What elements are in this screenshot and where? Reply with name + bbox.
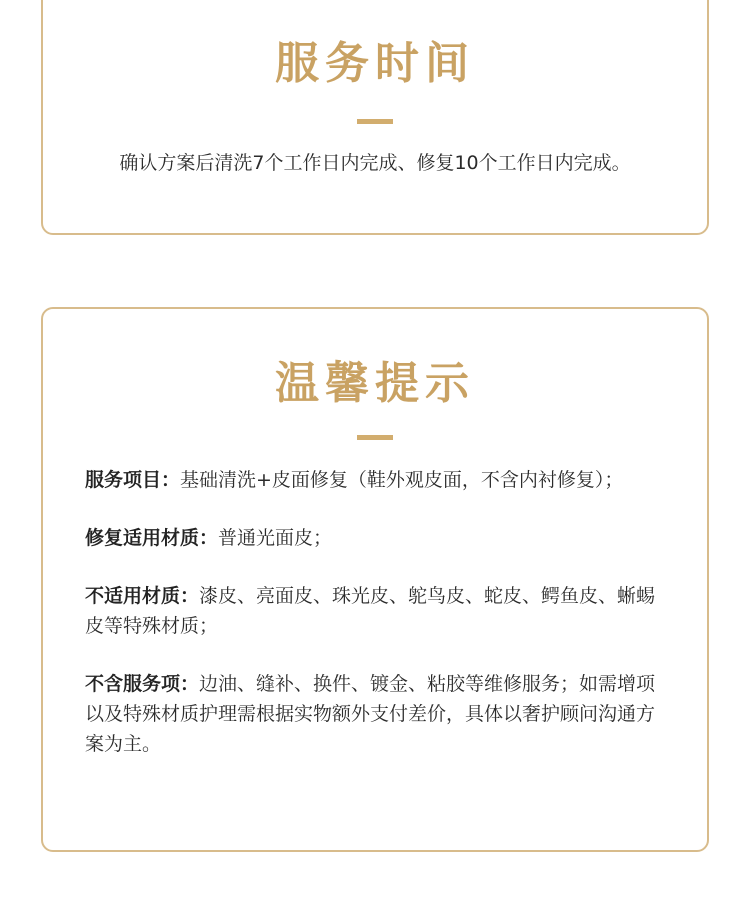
tip-label: 不适用材质： [85, 585, 200, 607]
service-time-card [41, 0, 709, 235]
tips-title: 温馨提示 [275, 358, 475, 409]
tip-text: 边油、缝补、换件、镀金、粘胶等维修服务；如需增项以及特殊材质护理需根据实物额外支付差价，具体以奢护顾问沟通方案为主。 [85, 673, 656, 755]
tip-label: 服务项目： [85, 469, 181, 491]
tip-label: 修复适用材质： [85, 527, 219, 549]
service-time-title: 服务时间 [275, 38, 475, 89]
tip-excluded-services [85, 669, 669, 759]
tip-service-items [85, 465, 669, 495]
tip-text: 基础清洗+皮面修复（鞋外观皮面，不含内衬修复）； [180, 469, 624, 491]
tip-text: 漆皮、亮面皮、珠光皮、鸵鸟皮、蛇皮、鳄鱼皮、蜥蜴皮等特殊材质； [85, 585, 656, 637]
tip-label: 不含服务项： [85, 673, 200, 695]
service-time-divider [357, 119, 393, 124]
tip-unsuitable-materials [85, 581, 669, 641]
service-time-text: 确认方案后清洗7个工作日内完成、修复10个工作日内完成。 [119, 152, 631, 174]
tips-divider [357, 435, 393, 440]
tips-card [41, 307, 709, 852]
tips-list [85, 465, 669, 787]
tip-applicable-materials [85, 523, 669, 553]
tip-text: 普通光面皮； [218, 527, 333, 549]
